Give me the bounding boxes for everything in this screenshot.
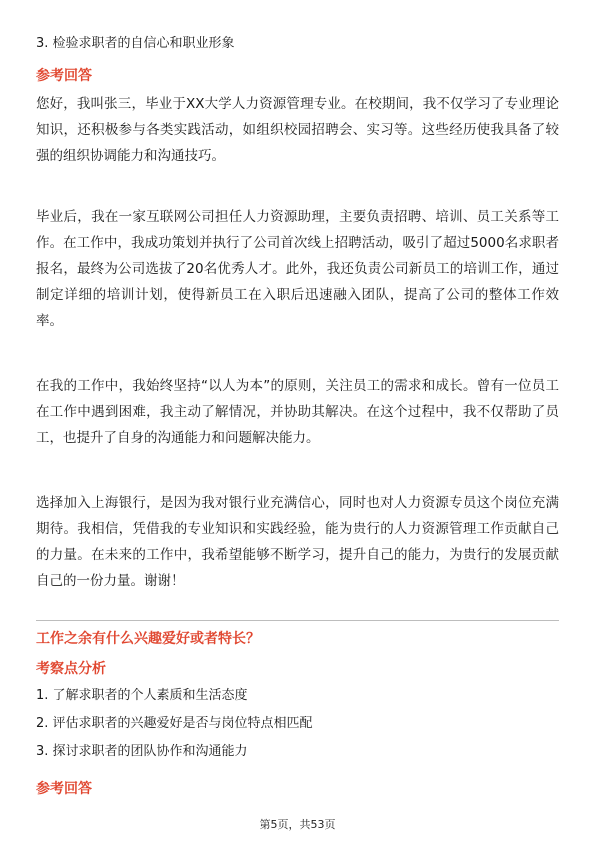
section-divider: [36, 620, 559, 621]
analysis-point-1: 1. 了解求职者的个人素质和生活态度: [36, 688, 248, 703]
reference-answer-heading: 参考回答: [36, 68, 92, 84]
answer-paragraph-2: 毕业后，我在一家互联网公司担任人力资源助理，主要负责招聘、培训、员工关系等工作。在工作中，我成功策划并执行了公司首次线上招聘活动，吸引了超过5000名求职者报名，最终为公司选拔了20名优秀人才。此外，我还负责公司新员工的培训工作，通过制定详细的培训计划，使得新员工在入职后迅速融入团队，提高了公司的整体工作效率。: [36, 209, 559, 329]
analysis-heading: 考察点分析: [36, 661, 106, 677]
analysis-point-2: 2. 评估求职者的兴趣爱好是否与岗位特点相匹配: [36, 716, 313, 731]
answer-paragraph-1: 您好，我叫张三，毕业于XX大学人力资源管理专业。在校期间，我不仅学习了专业理论知识，还积极参与各类实践活动，如组织校园招聘会、实习等。这些经历使我具备了较强的组织协调能力和沟通技巧。: [36, 96, 559, 164]
analysis-point-3: 3. 探讨求职者的团队协作和沟通能力: [36, 744, 248, 759]
reference-answer-heading-2: 参考回答: [36, 781, 92, 797]
assessment-point-3: 3. 检验求职者的自信心和职业形象: [36, 36, 235, 51]
answer-paragraph-4: 选择加入上海银行，是因为我对银行业充满信心，同时也对人力资源专员这个岗位充满期待。我相信，凭借我的专业知识和实践经验，能为贵行的人力资源管理工作贡献自己的力量。在未来的工作中，我希望能够不断学习，提升自己的能力，为贵行的发展贡献自己的一份力量。谢谢！: [36, 495, 559, 589]
answer-paragraph-3: 在我的工作中，我始终坚持“以人为本”的原则，关注员工的需求和成长。曾有一位员工在工作中遇到困难，我主动了解情况，并协助其解决。在这个过程中，我不仅帮助了员工，也提升了自身的沟通能力和问题解决能力。: [36, 378, 559, 446]
page-number: 第5页，共53页: [259, 818, 336, 831]
question-title: 工作之余有什么兴趣爱好或者特长？: [36, 631, 260, 647]
